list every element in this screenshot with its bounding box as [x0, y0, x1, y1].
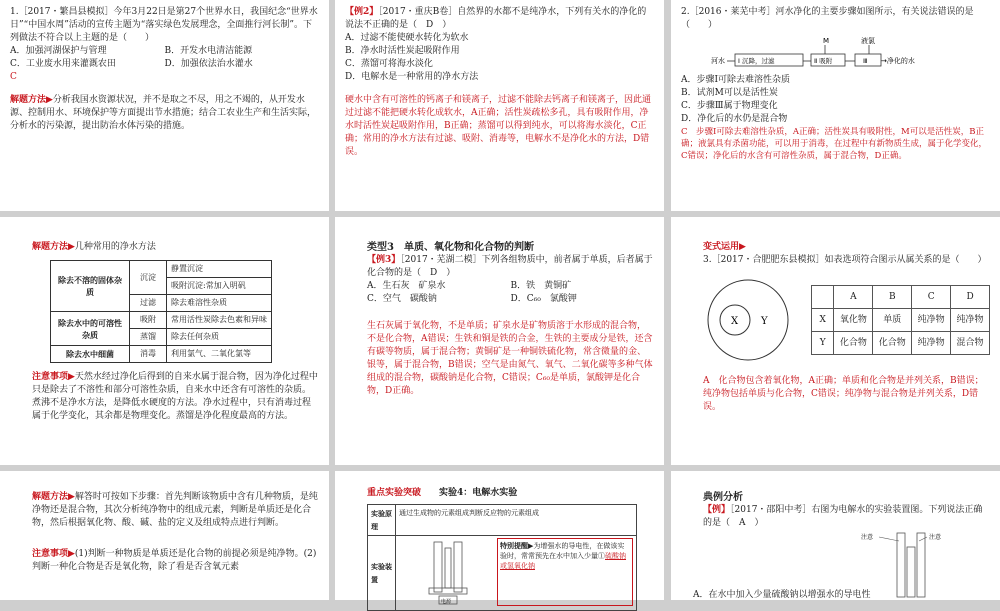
electrolysis-figure — [861, 527, 961, 607]
question-text: ［2017・芜湖二模］下列各组物质中，前者属于单质，后者属于化合物的是（ D ） — [367, 255, 653, 278]
example-label: 【例2】 — [345, 7, 379, 17]
method-cell: 沉淀 — [130, 261, 167, 295]
question-3: 3.［2017・合肥肥东县模拟］如表选项符合图示从属关系的是（ ） — [703, 255, 987, 265]
table-row — [51, 261, 272, 278]
option-d: D．加强依法治水灌水 — [164, 59, 253, 69]
section-title: 典例分析 — [703, 492, 743, 503]
option-a: A．步骤Ⅰ可除去难溶性杂质 — [681, 75, 791, 85]
option-d: D．净化后的水仍是混合物 — [681, 114, 788, 124]
table-header — [812, 286, 990, 309]
example-label: 【例】 — [703, 505, 731, 515]
group-cell: 除去不溶的固体杂质 — [51, 261, 130, 312]
method-text: 分析我国水资源状况，并不是取之不尽，用之不竭的，从开发水源、控制用水、环境保护等方面提出节水措施；结合工农业生产和生活实际，分析水的污染源，提出防治水体污染的措施。 — [10, 95, 317, 131]
group-cell: 除去水中的可溶性杂质 — [51, 312, 130, 346]
method-label: 解题方法▶ — [32, 492, 75, 502]
experiment-table — [367, 504, 637, 611]
desc-cell: 利用氯气、二氧化氯等 — [167, 346, 272, 363]
tip-text: 为增强水的导电性，在做该实验时，常常预先在水中加入少量① — [500, 542, 625, 560]
method-cell: 吸附 — [130, 312, 167, 329]
option-a: A．过滤不能使硬水转化为软水 — [345, 33, 469, 43]
explanation: A 化合物包含着氧化物，A正确；单质和化合物是并列关系，B错误；纯净物包括单质与化合物，C错误；纯净物与混合物是并列关系，D错误。 — [703, 376, 984, 412]
type-label: 类型3 — [367, 242, 394, 253]
options — [345, 280, 654, 306]
col-b: B — [873, 286, 912, 309]
table-row — [812, 332, 990, 355]
label-y: Y — [761, 316, 768, 327]
method-cell: 过滤 — [130, 295, 167, 312]
row-x: X — [812, 309, 834, 332]
desc-cell: 除去难溶性杂质 — [167, 295, 272, 312]
cell: 纯净物 — [951, 309, 990, 332]
option-b: B．铁 黄铜矿 — [510, 281, 572, 291]
type-title: 单质、氧化物和化合物的判断 — [403, 242, 534, 253]
slide-method-steps — [0, 471, 329, 600]
options — [10, 45, 319, 71]
option-c: C．蒸馏可将海水淡化 — [345, 59, 433, 69]
option-b: B．试剂M可以是活性炭 — [681, 88, 778, 98]
method-label: 解题方法▶ — [32, 242, 75, 252]
options-table — [811, 285, 990, 355]
option-c: C．空气 碳酸钠 — [367, 294, 437, 304]
answer: C — [10, 72, 17, 82]
col-a: A — [834, 286, 873, 309]
method-label: 解题方法▶ — [10, 95, 53, 105]
option-a: A．生石灰 矿泉水 — [367, 281, 446, 291]
slide-example-2 — [335, 0, 664, 211]
question-text: ［2017・邵阳中考］右图为电解水的实验装置图。下列说法正确的是（ A ） — [703, 505, 983, 528]
tip-box — [497, 538, 633, 606]
slide-water-day — [0, 0, 329, 211]
option-d: D．电解水是一种常用的净水方法 — [345, 72, 479, 82]
desc-cell: 吸附沉淀:常加入明矾 — [167, 278, 272, 295]
row-y: Y — [812, 332, 834, 355]
col-c: C — [912, 286, 951, 309]
table-row — [51, 312, 272, 329]
table-row — [368, 505, 637, 536]
slide-typical-example — [671, 471, 1000, 600]
diagram-step3: Ⅲ — [863, 57, 868, 65]
experiment-title: 实验4：电解水实验 — [439, 488, 518, 498]
explanation: C 步骤Ⅰ可除去难溶性杂质，A正确；活性炭具有吸附性，M可以是活性炭，B正确；液氯具有杀菌功能，可以用于消毒，在过程中有新物质生成，属于化学变化，C错误；净化后的水含有可溶性杂质，属于混合物，D正确。 — [681, 127, 988, 161]
explanation: 生石灰属于氧化物，不是单质；矿泉水是矿物质溶于水形成的混合物，不是化合物，A错误；生铁和铜是铁的合金，生铁的主要成分是铁，还含有碳等物质，属于混合物；黄铜矿是一种铜铁硫化物，常含微量的金、银等，属于混合物，B错误；空气是由氮气、氧气、二氧化碳等多种气体组成的混合物，碳酸钠是化合物，C错误；C₆₀是单质，氯酸钾是化合物，D正确。 — [367, 321, 653, 396]
cell: 化合物 — [834, 332, 873, 355]
col-d: D — [951, 286, 990, 309]
slide-experiment-4 — [335, 471, 664, 605]
slide-purification-methods — [0, 217, 329, 465]
method-block — [10, 94, 319, 133]
slide-water-purification — [671, 0, 1000, 211]
methods-table — [50, 260, 272, 363]
apparatus-header: 实验装置 — [368, 536, 396, 611]
method-cell: 消毒 — [130, 346, 167, 363]
option-c: C．步骤Ⅲ属于物理变化 — [681, 101, 778, 111]
diagram-cl: 液氯 — [861, 37, 875, 45]
label-x: X — [731, 316, 739, 327]
table-row — [51, 346, 272, 363]
right-label: 注意 — [929, 534, 942, 541]
cell: 氧化物 — [834, 309, 873, 332]
diagram-step2: Ⅱ 吸附 — [814, 57, 833, 65]
desc-cell: 除去任何杂质 — [167, 329, 272, 346]
tip-answer: 硫酸钠或氢氧化钠 — [500, 552, 626, 570]
experiment-tag: 重点实验突破 — [367, 488, 422, 498]
example-label: 【例3】 — [367, 255, 401, 265]
diagram-step1: Ⅰ 沉降，过滤 — [738, 57, 775, 65]
note-block — [10, 371, 319, 423]
tip-label: 特别提醒▶ — [500, 541, 534, 550]
option-b: B．开发水电清洁能源 — [164, 46, 253, 56]
desc-cell: 常用活性炭除去色素和异味 — [167, 312, 272, 329]
cell: 单质 — [873, 309, 912, 332]
principle-text: 通过生成物的元素组成判断反应物的元素组成 — [396, 505, 637, 536]
method-text: 解答时可按如下步骤：首先判断该物质中含有几种物质，是纯净物还是混合物，其次分析纯净物中的组成元素，判断是单质还是化合物，然后根据氧化物、酸、碱、盐的定义及组成特点进行判断。 — [32, 492, 318, 528]
option-b: B．净水时活性炭起吸附作用 — [345, 46, 460, 56]
desc-cell: 静置沉淀 — [167, 261, 272, 278]
venn-diagram — [703, 275, 793, 365]
option-c: C．工业废水用来灌溉农田 — [10, 59, 116, 69]
principle-header: 实验原理 — [368, 505, 396, 536]
slide-variant-practice — [671, 217, 1000, 465]
question-1: 1.［2017・繁昌县模拟］今年3月22日是第27个世界水日，我国纪念“世界水日”“中国水周”活动的宣传主题为“落实绿色发展理念，全面推行河长制”。下列做法不符合以上主题的是（ ） — [10, 7, 318, 43]
method-title: 几种常用的净水方法 — [74, 242, 156, 252]
electrolysis-apparatus — [399, 538, 489, 606]
cell: 化合物 — [873, 332, 912, 355]
note-text: (1)判断一种物质是单质还是化合物的前提必须是纯净物。(2)判断一种化合物是否是氧化物，除了看是否含氧元素 — [32, 549, 317, 572]
cell: 纯净物 — [912, 332, 951, 355]
slide-substance-types — [335, 217, 664, 465]
purification-diagram — [711, 34, 941, 74]
table-row — [368, 536, 637, 611]
explanation: 硬水中含有可溶性的钙离子和镁离子，过滤不能除去钙离子和镁离子，因此通过过滤不能把硬水转化成软水，A正确；活性炭疏松多孔，具有吸附作用，净水时活性炭起吸附作用，B正确；蒸馏可以得到纯水，可以将海水淡化，C正确；常用的净水方法有过滤、吸附、消毒等，电解水不是净化水的方法，D错误。 — [345, 95, 652, 157]
question-text: ［2017・重庆B卷］自然界的水都不是纯净水，下列有关水的净化的说法不正确的是（ D ） — [345, 7, 647, 30]
cell: 纯净物 — [912, 309, 951, 332]
table-row — [812, 309, 990, 332]
variant-label: 变式运用▶ — [703, 242, 746, 252]
diagram-out: →净化的水 — [881, 57, 915, 65]
power-label: 电源 — [441, 599, 452, 605]
group-cell: 除去水中细菌 — [51, 346, 130, 363]
option-a: A．加强河湖保护与管理 — [10, 46, 107, 56]
method-block — [10, 491, 319, 530]
method-cell: 蒸馏 — [130, 329, 167, 346]
diagram-m: M — [823, 37, 830, 45]
note-label: 注意事项▶ — [32, 372, 75, 382]
note-block — [10, 548, 319, 574]
option-a: A．在水中加入少量硫酸钠以增强水的导电性 — [693, 590, 871, 600]
note-text: 天然水经过净化后得到的自来水属于混合物，因为净化过程中只是除去了不溶性和部分可溶性杂质，自来水中还含有可溶性的杂质。煮沸不是净水方法，是降低水硬度的方法。净水过程中，只有消毒过程属于化学变化，其余都是物理变化。蒸馏是净化程度最高的方法。 — [32, 372, 318, 421]
option-d: D．C₆₀ 氯酸钾 — [510, 294, 577, 304]
note-label: 注意事项▶ — [32, 549, 75, 559]
diagram-src: 河水 — [711, 57, 725, 65]
question-2: 2.［2016・莱芜中考］河水净化的主要步骤如图所示，有关说法错误的是（ ） — [681, 7, 974, 30]
cell: 混合物 — [951, 332, 990, 355]
left-label: 注意 — [861, 534, 874, 541]
